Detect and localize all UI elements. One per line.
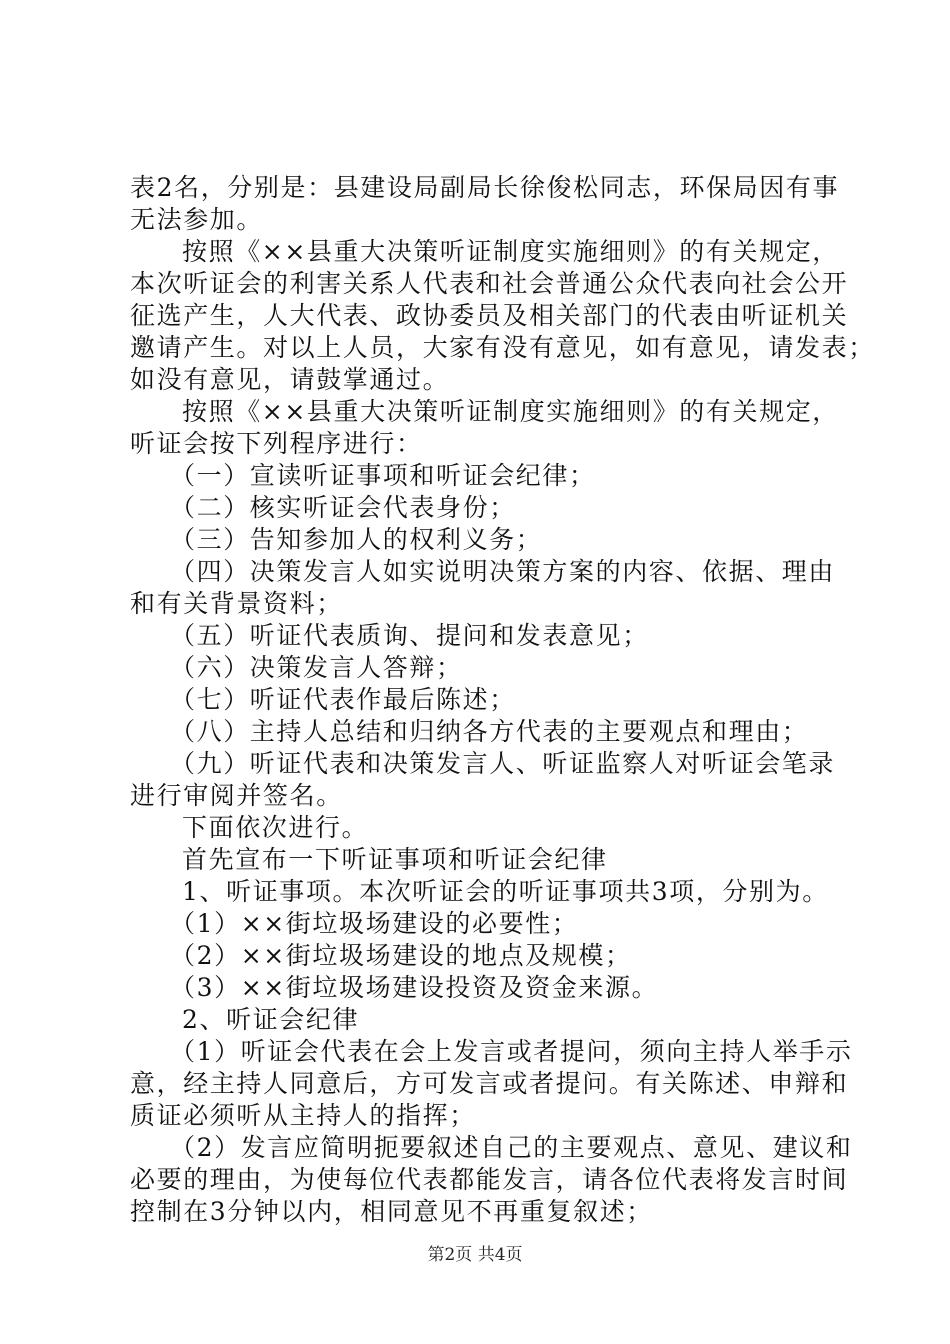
text-line: 2、听证会纪律 — [182, 1005, 360, 1034]
text-line: 必要的理由，为使每位代表都能发言，请各位代表将发言时间 — [130, 1165, 849, 1194]
text-line: 意，经主持人同意后，方可发言或者提问。有关陈述、申辩和 — [130, 1069, 849, 1098]
text-line: （2）发言应简明扼要叙述自己的主要观点、意见、建议和 — [170, 1133, 853, 1162]
text-line: 首先宣布一下听证事项和听证会纪律 — [182, 845, 608, 874]
text-line: （五）听证代表质询、提问和发表意见； — [170, 621, 649, 650]
text-line: 邀请产生。对以上人员，大家有没有意见，如有意见，请发表； — [130, 333, 875, 362]
text-line: 质证必须听从主持人的指挥； — [130, 1101, 476, 1130]
text-line: 下面依次进行。 — [182, 813, 369, 842]
text-line: （1）听证会代表在会上发言或者提问，须向主持人举手示 — [170, 1037, 853, 1066]
text-line: 本次听证会的利害关系人代表和社会普通公众代表向社会公开 — [130, 269, 849, 298]
document-body — [130, 172, 875, 1228]
text-line: 按照《××县重大决策听证制度实施细则》的有关规定， — [182, 237, 839, 266]
text-line: （九）听证代表和决策发言人、听证监察人对听证会笔录 — [170, 749, 836, 778]
text-line: （二）核实听证会代表身份； — [170, 493, 516, 522]
page-footer: 第2页 共4页 — [427, 1245, 523, 1265]
text-line: （四）决策发言人如实说明决策方案的内容、依据、理由 — [170, 557, 836, 586]
text-line: 如没有意见，请鼓掌通过。 — [130, 365, 450, 394]
text-line: 表2名，分别是：县建设局副局长徐俊松同志，环保局因有事 — [130, 173, 840, 202]
text-line: （三）告知参加人的权利义务； — [170, 525, 543, 554]
text-line: 控制在3分钟以内，相同意见不再重复叙述； — [130, 1197, 653, 1226]
text-line: 进行审阅并签名。 — [130, 781, 343, 810]
text-line: 无法参加。 — [130, 205, 264, 234]
text-line: 征选产生，人大代表、政协委员及相关部门的代表由听证机关 — [130, 301, 849, 330]
text-line: （七）听证代表作最后陈述； — [170, 685, 516, 714]
text-line: （1）××街垃圾场建设的必要性； — [170, 909, 579, 938]
text-line: （3）××街垃圾场建设投资及资金来源。 — [170, 973, 659, 1002]
text-line: 1、听证事项。本次听证会的听证事项共3项，分别为。 — [182, 877, 829, 906]
text-line: （八）主持人总结和归纳各方代表的主要观点和理由； — [170, 717, 809, 746]
text-line: 和有关背景资料； — [130, 589, 343, 618]
text-line: 听证会按下列程序进行： — [130, 429, 423, 458]
text-line: （2）××街垃圾场建设的地点及规模； — [170, 941, 632, 970]
text-line: （一）宣读听证事项和听证会纪律； — [170, 461, 596, 490]
text-line: 按照《××县重大决策听证制度实施细则》的有关规定， — [182, 397, 839, 426]
text-line: （六）决策发言人答辩； — [170, 653, 463, 682]
